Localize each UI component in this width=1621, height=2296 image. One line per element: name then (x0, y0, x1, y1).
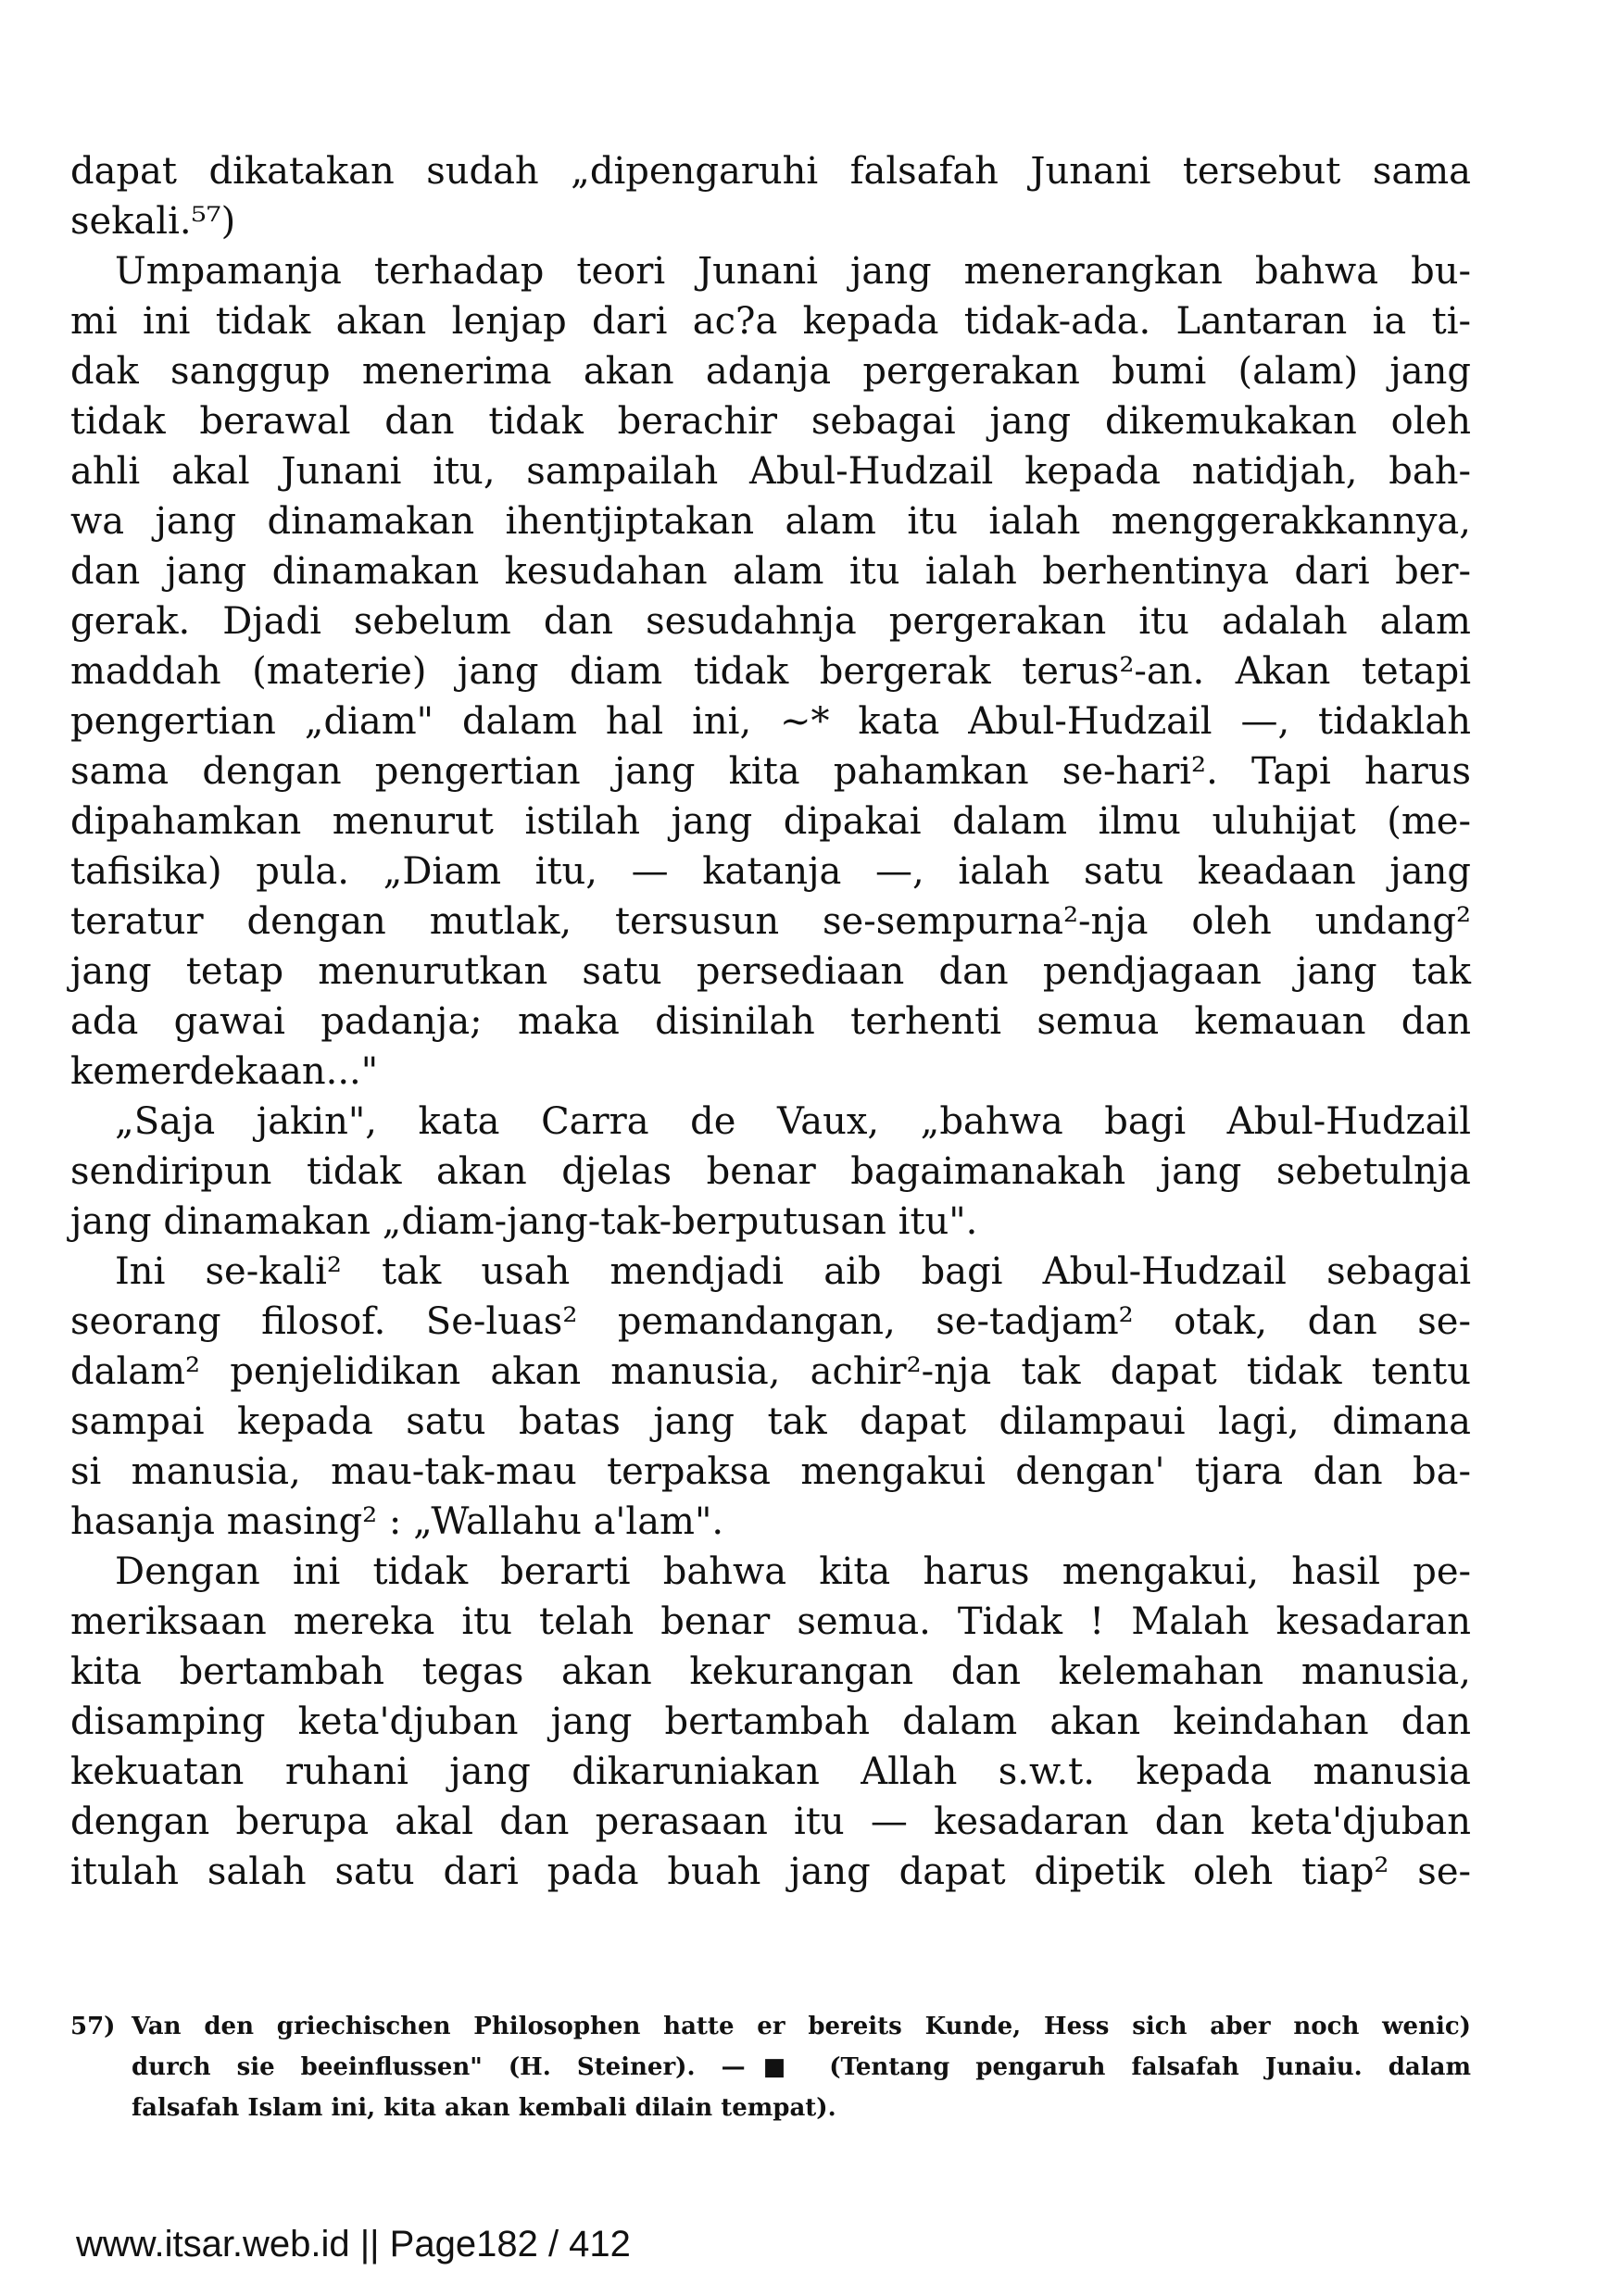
text-line: ada gawai padanja; maka disinilah terhenti semua kemauan dan (70, 1000, 1471, 1043)
text-line: wa jang dinamakan ihentjiptakan alam itu ialah menggerakkannya, (70, 500, 1471, 543)
text-line: jang tetap menurutkan satu persediaan dan pendjagaan jang tak (70, 950, 1471, 993)
text-line: gerak. Djadi sebelum dan sesudahnja pergerakan itu adalah alam (70, 600, 1471, 643)
text-line: dapat dikatakan sudah „dipengaruhi falsafah Junani tersebut sama (70, 150, 1471, 193)
text-line: dengan berupa akal dan perasaan itu — kesadaran dan keta'djuban (70, 1800, 1471, 1843)
text-line: sampai kepada satu batas jang tak dapat dilampaui lagi, dimana (70, 1400, 1471, 1443)
text-line: jang dinamakan „diam-jang-tak-berputusan itu". (70, 1200, 978, 1243)
text-line: dipahamkan menurut istilah jang dipakai dalam ilmu uluhijat (me- (70, 800, 1471, 843)
text-line: pengertian „diam" dalam hal ini, ~* kata Abul-Hudzail —, tidaklah (70, 700, 1471, 743)
text-line: maddah (materie) jang diam tidak bergerak terus²-an. Akan tetapi (70, 650, 1471, 693)
text-line: teratur dengan mutlak, tersusun se-sempurna²-nja oleh undang² (70, 900, 1471, 943)
text-line: meriksaan mereka itu telah benar semua. Tidak ! Malah kesadaran (70, 1600, 1471, 1643)
text-line: sekali.⁵⁷) (70, 200, 236, 243)
text-line: dan jang dinamakan kesudahan alam itu ialah berhentinya dari ber- (70, 550, 1471, 593)
text-line: kekuatan ruhani jang dikaruniakan Allah s.w.t. kepada manusia (70, 1750, 1471, 1793)
text-line: Umpamanja terhadap teori Junani jang menerangkan bahwa bu- (115, 250, 1471, 293)
footnote-text: Van den griechischen Philosophen hatte er bereits Kunde, Hess sich aber noch wenic) (132, 2013, 1471, 2040)
text-line: mi ini tidak akan lenjap dari ac?a kepada tidak-ada. Lantaran ia ti- (70, 300, 1471, 343)
footnote-line (70, 2006, 1471, 2047)
text-line: itulah salah satu dari pada buah jang dapat dipetik oleh tiap² se- (70, 1851, 1471, 1893)
text-line: ahli akal Junani itu, sampailah Abul-Hudzail kepada natidjah, bah- (70, 450, 1471, 493)
text-line: sendiripun tidak akan djelas benar bagaimanakah jang sebetulnja (70, 1150, 1471, 1193)
footnote-line: falsafah Islam ini, kita akan kembali dilain tempat). (132, 2094, 836, 2122)
text-line: „Saja jakin", kata Carra de Vaux, „bahwa bagi Abul-Hudzail (115, 1100, 1471, 1143)
footnote-line: durch sie beeinflussen" (H. Steiner). —■ (Tentang pengaruh falsafah Junaiu. dalam (132, 2053, 1471, 2081)
text-line: dak sanggup menerima akan adanja pergerakan bumi (alam) jang (70, 350, 1471, 393)
text-line: Dengan ini tidak berarti bahwa kita harus mengakui, hasil pe- (115, 1550, 1471, 1593)
text-line: dalam² penjelidikan akan manusia, achir²-nja tak dapat tidak tentu (70, 1350, 1471, 1393)
text-line: seorang filosof. Se-luas² pemandangan, se-tadjam² otak, dan se- (70, 1300, 1471, 1343)
text-line: disamping keta'djuban jang bertambah dalam akan keindahan dan (70, 1700, 1471, 1743)
text-line: si manusia, mau-tak-mau terpaksa mengakui dengan' tjara dan ba- (70, 1450, 1471, 1493)
text-line: tidak berawal dan tidak berachir sebagai jang dikemukakan oleh (70, 400, 1471, 443)
text-line: tafisika) pula. „Diam itu, — katanja —, ialah satu keadaan jang (70, 850, 1471, 893)
text-line: kita bertambah tegas akan kekurangan dan kelemahan manusia, (70, 1650, 1471, 1693)
text-line: kemerdekaan..." (70, 1050, 379, 1093)
page-footer: www.itsar.web.id || Page182 / 412 (76, 2224, 631, 2265)
body-text (70, 146, 1471, 1897)
footnote-number: 57) (70, 2013, 116, 2040)
text-line: Ini se-kali² tak usah mendjadi aib bagi Abul-Hudzail sebagai (115, 1250, 1471, 1293)
text-line: sama dengan pengertian jang kita pahamkan se-hari². Tapi harus (70, 750, 1471, 793)
text-line: hasanja masing² : „Wallahu a'lam". (70, 1500, 724, 1543)
footnote (70, 2006, 1471, 2128)
